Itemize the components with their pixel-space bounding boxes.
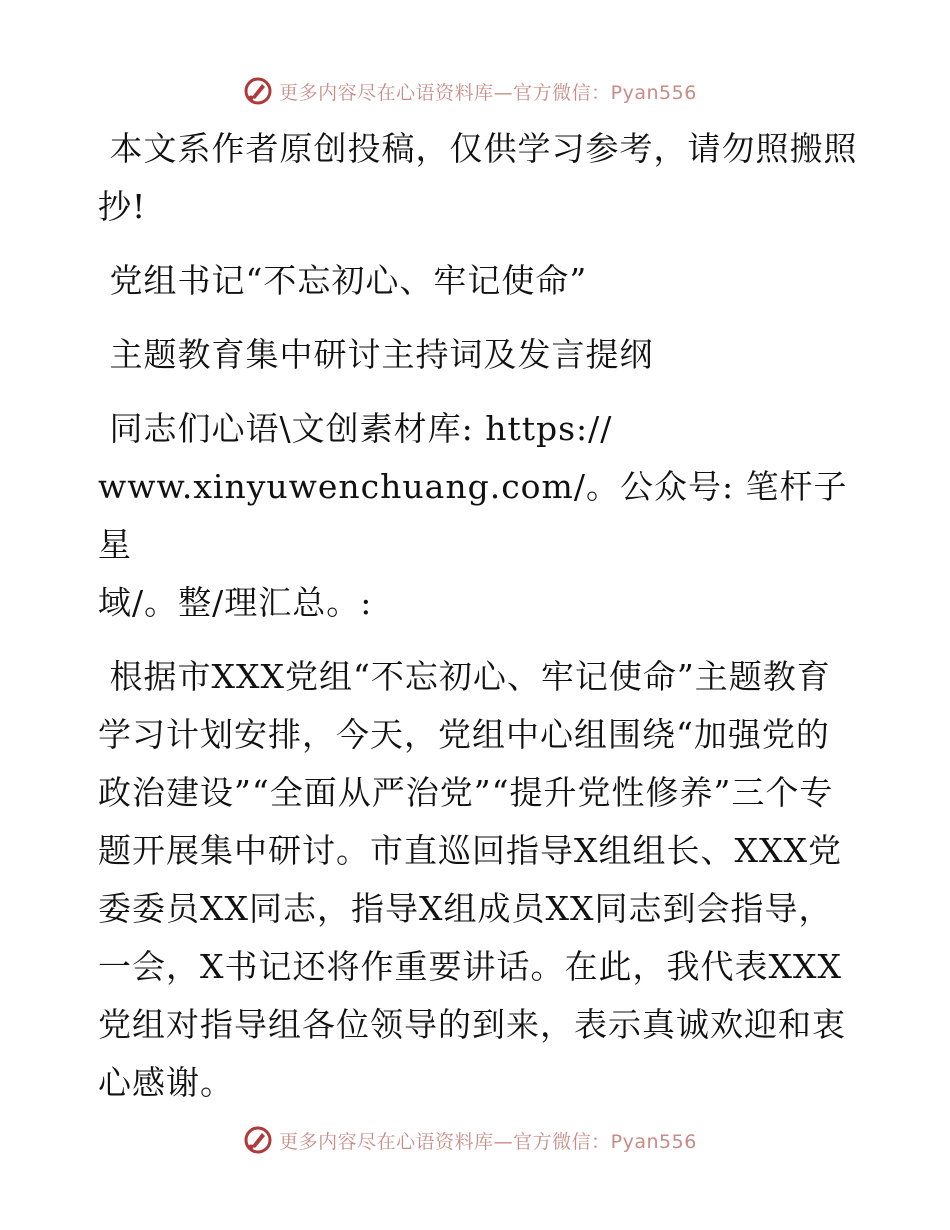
document-body [98,120,858,1112]
footer-watermark-banner [0,1120,950,1160]
header-watermark-banner [0,71,950,111]
watermark-text: 更多内容尽在心语资料库—官方微信：Pyan556 [279,1130,697,1153]
body-paragraph: 根据市XXX党组“不忘初心、牢记使命”主题教育学习计划安排，今天，党组中心组围绕“加强党的政治建设”“全面从严治党”“提升党性修养”三个专题开展集中研讨。市直巡回指导X组组长、XXX党委委员XX同志，指导X组成员XX同志到会指导，一会，X书记还将作重要讲话。在此，我代表XXX党组对指导组各位领导的到来，表示真诚欢迎和衷心感谢。 [98,657,846,1102]
pen-nib-logo-icon [243,1125,273,1155]
source-attribution: 同志们心语\文创素材库: https:// www.xinyuwenchuang.com/。公众号: 笔杆子星 域/。整/理汇总。: [98,409,848,622]
document-title-line-1: 党组书记“不忘初心、牢记使命” [98,261,588,300]
pen-nib-logo-icon [243,76,273,106]
document-title-line-2: 主题教育集中研讨主持词及发言提纲 [98,335,654,374]
copyright-notice: 本文系作者原创投稿，仅供学习参考，请勿照搬照抄! [98,129,858,226]
watermark-text: 更多内容尽在心语资料库—官方微信：Pyan556 [279,81,697,104]
